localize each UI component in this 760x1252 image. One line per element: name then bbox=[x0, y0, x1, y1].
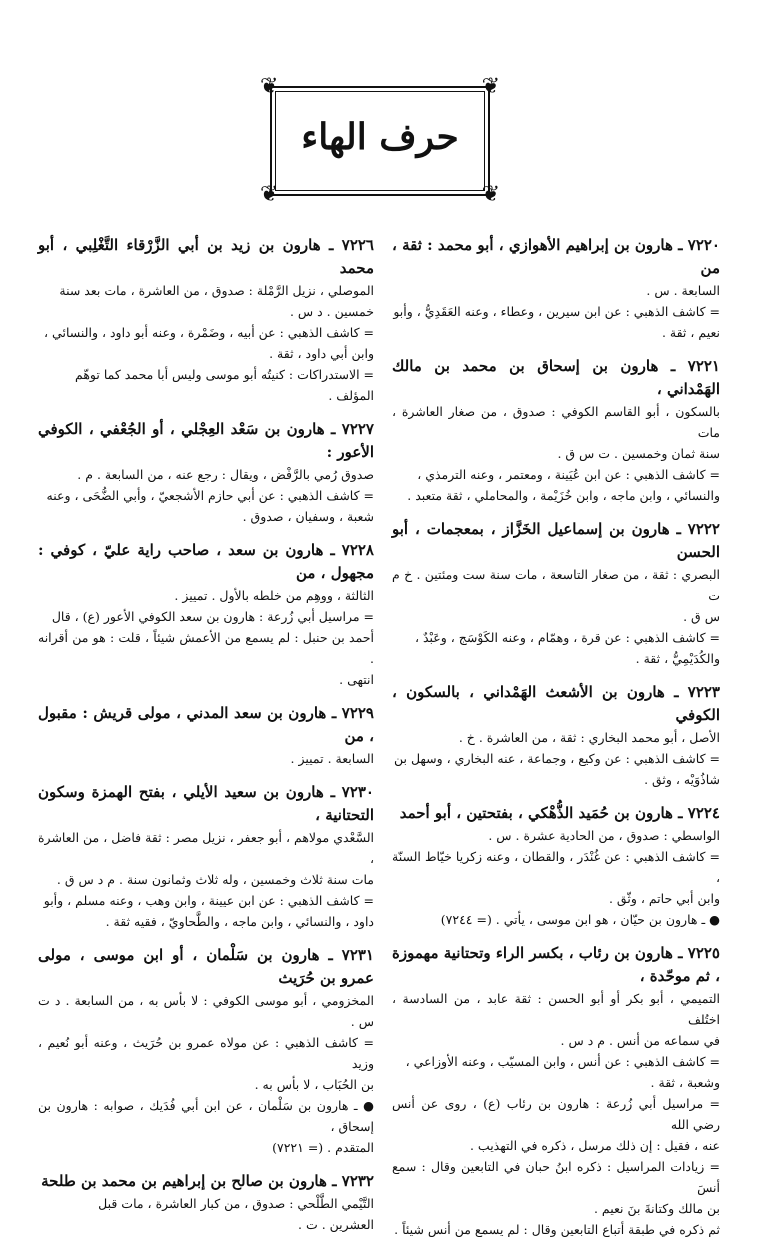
entry-line: = كاشف الذهبي : عن مولاه عمرو بن حُرَيث ، وعنه أبو نُعيم ، وزيد bbox=[38, 1035, 374, 1071]
entry-line: وشعبة ، ثقة . bbox=[650, 1075, 720, 1090]
entry-line: = كاشف الذهبي : عن ابن عُيَينة ، ومعتمر ، وعنه الترمذي ، bbox=[417, 467, 720, 482]
entry-line: في سماعه من أنس . م د س . bbox=[560, 1033, 720, 1048]
entry-line: والنسائي ، وابن ماجه ، وابن خُزَيْمة ، والمحاملي ، ثقة متعبد . bbox=[407, 488, 720, 503]
entry-line: = زيادات المراسيل : ذكره ابنُ حبان في التابعين وقال : سمع أنسَ bbox=[392, 1159, 720, 1195]
entry-line: الثالثة ، ووهِم من خلطه بالأول . تمييز . bbox=[174, 588, 374, 603]
entry-heading: ٧٢٢٠ ـ هارون بن إبراهيم الأهوازي ، أبو محمد : ثقة ، من bbox=[392, 236, 720, 277]
entry-line: صدوق رُمي بالرَّفْض ، ويقال : رجع عنه ، من السابعة . م . bbox=[77, 467, 374, 482]
entry-heading: ٧٢٢١ ـ هارون بن إسحاق بن محمد بن مالك الهَمْداني ، bbox=[392, 357, 720, 398]
left-column bbox=[38, 234, 374, 1247]
entry-line: = كاشف الذهبي : عن ابن سيرين ، وعطاء ، وعنه العَقَدِيُّ ، وأبو bbox=[393, 304, 720, 319]
entry-7228 bbox=[38, 539, 374, 690]
entry-heading: ٧٢٢٢ ـ هارون بن إسماعيل الخَزَّاز ، بمعجمات ، أبو الحسن bbox=[392, 520, 720, 561]
entry-heading: ٧٢٢٣ ـ هارون بن الأشعث الهَمْداني ، بالسكون ، الكوفي bbox=[392, 683, 720, 724]
entry-7227 bbox=[38, 418, 374, 527]
entry-line: التَّيْمي الطَّلْحي : صدوق ، من كبار العاشرة ، مات قبل bbox=[98, 1196, 374, 1211]
entry-line: الأصل ، أبو محمد البخاري : ثقة ، من العاشرة . خ . bbox=[458, 730, 720, 745]
entry-heading: ٧٢٢٧ ـ هارون بن سَعْد العِجْلي ، أو الجُعْفي ، الكوفي الأعور : bbox=[38, 420, 374, 461]
entry-line: س ق . bbox=[683, 609, 720, 624]
corner-ornament-icon: ❦ bbox=[260, 74, 279, 99]
entry-line: انتهى . bbox=[339, 672, 374, 687]
entry-line: ● ـ هارون بن حيّان ، هو ابن موسى ، يأتي . (= ٧٢٤٤) bbox=[440, 912, 720, 927]
entry-line: المؤلف . bbox=[328, 388, 374, 403]
page-title: حرف الهاء bbox=[301, 116, 459, 158]
entry-line: بن مالك وكتانةَ بنَ نعيم . bbox=[593, 1201, 720, 1216]
entry-heading: ٧٢٢٨ ـ هارون بن سعد ، صاحب راية عليّ ، كوفي : مجهول ، من bbox=[38, 541, 374, 582]
entry-7225 bbox=[392, 942, 720, 1240]
entry-line: السابعة . س . bbox=[646, 283, 720, 298]
entry-line: ثم ذكره في طبقة أتباع التابعين وقال : لم يسمع من أنس شيئاً . bbox=[394, 1222, 720, 1237]
corner-ornament-icon: ❦ bbox=[260, 182, 279, 207]
entry-7232 bbox=[38, 1170, 374, 1235]
entry-heading: ٧٢٣٢ ـ هارون بن صالح بن إبراهيم بن محمد بن طلحة bbox=[41, 1172, 374, 1190]
entry-line: وابن أبي داود ، ثقة . bbox=[269, 346, 374, 361]
entry-heading: ٧٢٢٥ ـ هارون بن رئاب ، بكسر الراء وتحتانية مهموزة ، ثم موحّدة ، bbox=[392, 944, 720, 985]
entry-line: = كاشف الذهبي : عن ابن عيينة ، وابن وهب ، وعنه مسلم ، وأبو bbox=[43, 893, 374, 908]
entry-line: عنه ، فقيل : إن ذلك مرسل ، ذكره في التهذيب . bbox=[469, 1138, 720, 1153]
entry-line: = مراسيل أبي زُرعة : هارون بن رئاب (ع) ، روى عن أنس رضي الله bbox=[392, 1096, 720, 1132]
entry-line: الموصلي ، نزيل الرَّمْلة : صدوق ، من العاشرة ، مات بعد سنة bbox=[59, 283, 374, 298]
entry-line: أحمد بن حنبل : لم يسمع من الأعمش شيئاً ، قلت : هو من أقرانه . bbox=[38, 630, 374, 666]
entry-line: العشرين . ت . bbox=[298, 1217, 374, 1232]
entry-line: خمسين . د س . bbox=[289, 304, 374, 319]
entry-line: المخزومي ، أبو موسى الكوفي : لا بأس به ، من السابعة . د ت س . bbox=[38, 993, 374, 1029]
entry-line: السَّعْدي مولاهم ، أبو جعفر ، نزيل مصر : ثقة فاضل ، من العاشرة ، bbox=[38, 830, 374, 866]
entry-line: مات سنة ثلاث وخمسين ، وله ثلاث وثمانون سنة . م د س ق . bbox=[56, 872, 374, 887]
corner-ornament-icon: ❦ bbox=[481, 182, 500, 207]
entry-7222 bbox=[392, 518, 720, 669]
entry-line: = مراسيل أبي زُرعة : هارون بن سعد الكوفي الأعور (ع) ، قال bbox=[51, 609, 374, 624]
entry-line: = كاشف الذهبي : عن أبي حازم الأشجعيّ ، وأبي الضُّحَى ، وعنه bbox=[46, 488, 374, 503]
entry-line: نعيم ، ثقة . bbox=[661, 325, 720, 340]
entry-line: المتقدم . (= ٧٢٢١) bbox=[272, 1140, 374, 1155]
entry-line: بالسكون ، أبو القاسم الكوفي : صدوق ، من صغار العاشرة ، مات bbox=[392, 404, 720, 440]
corner-ornament-icon: ❦ bbox=[481, 74, 500, 99]
entry-line: شاذُوَيْه ، وثق . bbox=[644, 772, 720, 787]
entry-line: التميمي ، أبو بكر أو أبو الحسن : ثقة عابد ، من السادسة ، اختُلف bbox=[392, 991, 720, 1027]
chapter-title-frame bbox=[260, 74, 500, 207]
entry-line: ● ـ هارون بن سَلْمان ، عن ابن أبي فُدَيك ، صوابه : هارون بن إسحاق ، bbox=[38, 1098, 374, 1134]
entry-7231 bbox=[38, 944, 374, 1158]
entry-line: = كاشف الذهبي : عن أبيه ، وضَمْرة ، وعنه أبو داود ، والنسائي ، bbox=[44, 325, 374, 340]
right-column bbox=[392, 234, 720, 1252]
entry-7224 bbox=[392, 802, 720, 930]
entry-line: = كاشف الذهبي : عن أنس ، وابن المسيّب ، وعنه الأوزاعي ، bbox=[405, 1054, 720, 1069]
entry-line: الواسطي : صدوق ، من الحادية عشرة . س . bbox=[488, 828, 720, 843]
entry-heading: ٧٢٣١ ـ هارون بن سَلْمان ، أو ابن موسى ، مولى عمرو بن حُرَيث bbox=[38, 946, 374, 987]
entry-7223 bbox=[392, 681, 720, 790]
entry-7230 bbox=[38, 781, 374, 932]
entry-line: = كاشف الذهبي : عن قرة ، وهمّام ، وعنه الكَوْسَج ، وعَبْدٌ ، bbox=[414, 630, 720, 645]
entry-line: السابعة . تمييز . bbox=[290, 751, 374, 766]
entry-heading: ٧٢٢٤ ـ هارون بن حُمَيد الذُّهْكي ، بفتحتين ، أبو أحمد bbox=[399, 804, 720, 822]
entry-heading: ٧٢٣٠ ـ هارون بن سعيد الأيلي ، بفتح الهمزة وسكون التحتانية ، bbox=[38, 783, 374, 824]
entry-line: = الاستدراكات : كنيتُه أبو موسى وليس أبا محمد كما توهّم bbox=[75, 367, 374, 382]
entry-line: وابن أبي حاتم ، وثّق . bbox=[608, 891, 720, 906]
entry-7221 bbox=[392, 355, 720, 506]
entry-heading: ٧٢٢٩ ـ هارون بن سعد المدني ، مولى قريش : مقبول ، من bbox=[38, 704, 374, 745]
entry-line: = كاشف الذهبي : عن وكيع ، وجماعة ، عنه البخاري ، وسهل بن bbox=[393, 751, 720, 766]
entry-line: والكُدَيْمِيُّ ، ثقة . bbox=[635, 651, 720, 666]
entry-7229 bbox=[38, 702, 374, 769]
entry-line: داود ، والنسائي ، وابن ماجه ، والطَّحاويّ ، فقيه ثقة . bbox=[105, 914, 374, 929]
entry-heading: ٧٢٢٦ ـ هارون بن زيد بن أبي الزَّرْقاء التَّغْلِبي ، أبو محمد bbox=[38, 236, 374, 277]
entry-line: سنة ثمان وخمسين . ت س ق . bbox=[557, 446, 720, 461]
entry-line: البصري : ثقة ، من صغار التاسعة ، مات سنة ست ومئتين . خ م ت bbox=[392, 567, 720, 603]
entry-7220 bbox=[392, 234, 720, 343]
entry-line: = كاشف الذهبي : عن غُنْدَر ، والقطان ، وعنه زكريا خيّاط السنّة ، bbox=[392, 849, 720, 885]
entry-line: بن الحُبَاب ، لا بأس به . bbox=[254, 1077, 374, 1092]
entry-7226 bbox=[38, 234, 374, 406]
entry-line: شعبة ، وسفيان ، صدوق . bbox=[242, 509, 374, 524]
